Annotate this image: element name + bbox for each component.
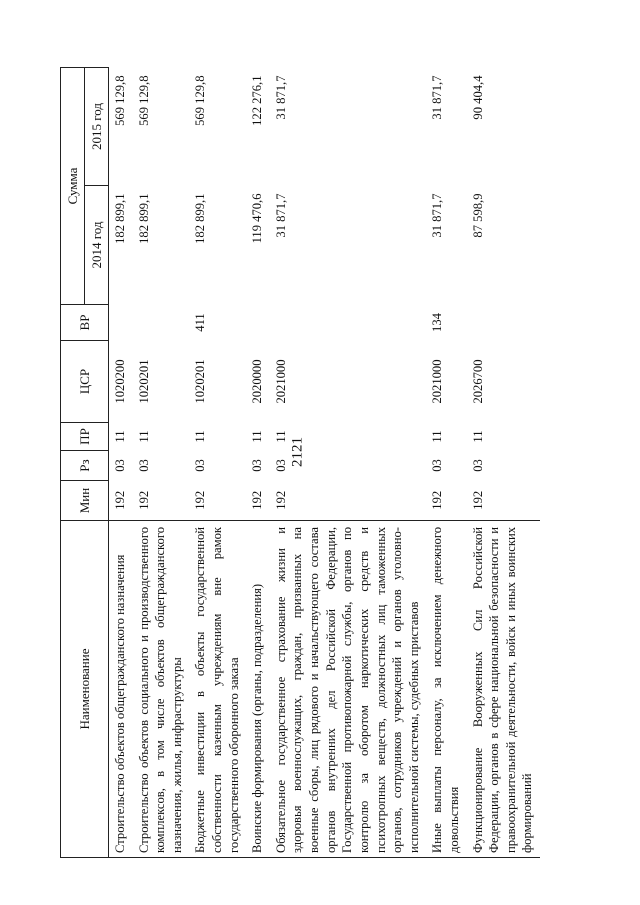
cell-name: Строительство объектов социального и производственного комплексов, в том числе объектов общегражданского назначения, жилья, инфраструктуры: [133, 521, 190, 858]
cell-vr: [246, 305, 270, 341]
cell-y2014: 119 470,6: [250, 193, 265, 244]
cell-min: 192: [470, 490, 485, 510]
cell-y2014: 182 899,1: [136, 193, 151, 244]
cell-rz: 03: [273, 459, 288, 472]
cell-rz: 03: [193, 459, 208, 472]
cell-y2014: 31 871,7: [430, 193, 445, 238]
table-row: [467, 68, 540, 858]
cell-vr: 411: [193, 313, 208, 332]
cell-rz: 03: [136, 459, 151, 472]
header-vr: ВР: [61, 305, 109, 341]
cell-csr: 1020201: [193, 359, 208, 404]
cell-pr: 11: [193, 430, 208, 443]
cell-csr: 2026700: [470, 359, 485, 404]
header-pr: ПР: [61, 423, 109, 451]
header-sum: Сумма: [61, 68, 85, 305]
cell-pr: 11: [470, 430, 485, 443]
cell-min: 192: [136, 490, 151, 510]
table-body: [109, 68, 541, 858]
cell-vr: [133, 305, 190, 341]
cell-name: Бюджетные инвестиции в объекты государственной собственности казенным учреждениям вне рамок государственного оборонного заказа: [189, 521, 246, 858]
cell-y2015: 90 404,4: [470, 75, 485, 120]
cell-pr: 11: [250, 430, 265, 443]
cell-csr: 2021000: [430, 359, 445, 404]
cell-rz: 03: [113, 459, 127, 472]
cell-vr: [467, 305, 540, 341]
cell-pr: 11: [273, 430, 288, 443]
cell-pr: 11: [136, 430, 151, 443]
page-number: 2121: [289, 437, 306, 467]
cell-min: 192: [193, 490, 208, 510]
header-rz: Рз: [61, 451, 109, 481]
header-2015: 2015 год: [85, 68, 109, 186]
cell-y2015: 569 129,8: [113, 75, 127, 126]
cell-csr: 1020200: [113, 359, 127, 404]
table-row: [270, 68, 426, 858]
cell-y2015: 31 871,7: [273, 75, 288, 120]
cell-name: Функционирование Вооруженных Сил Российской Федерации, органов в сфере национальной безопасности и правоохранительной деятельности, войск и иных воинских формирований: [467, 521, 540, 858]
cell-name: Обязательное государственное страхование жизни и здоровья военнослужащих, граждан, призванных на военные сборы, лиц рядового и начальствующего состава органов внутренних дел Российской Федерации, Государственной противопожарной службы, органов по контролю за оборотом наркотических средств и психотропных веществ, должностных лиц таможенных органов, сотрудников учреждений и органов уголовно-исполнительной системы, судебных приставов: [270, 521, 426, 858]
cell-y2015: 122 276,1: [250, 75, 265, 126]
cell-csr: 2020000: [250, 359, 265, 404]
table-row: [246, 68, 270, 858]
table-row: [133, 68, 190, 858]
header-csr: ЦСР: [61, 341, 109, 423]
cell-name: Строительство объектов общегражданского назначения: [109, 521, 133, 858]
cell-vr: [109, 305, 133, 341]
budget-table: [60, 67, 540, 858]
table-header: [61, 68, 109, 858]
cell-y2014: 182 899,1: [113, 193, 127, 244]
cell-csr: 2021000: [273, 359, 288, 404]
cell-min: 192: [113, 490, 127, 510]
cell-name: Иные выплаты персоналу, за исключением денежного довольствия: [426, 521, 466, 858]
cell-name: Воинские формирования (органы, подразделения): [246, 521, 270, 858]
table-row: [189, 68, 246, 858]
cell-pr: 11: [113, 430, 127, 443]
cell-min: 192: [273, 490, 288, 510]
table-row: [426, 68, 466, 858]
cell-y2014: 182 899,1: [193, 193, 208, 244]
cell-y2015: 569 129,8: [136, 75, 151, 126]
header-min: Мин: [61, 481, 109, 521]
cell-y2014: 87 598,9: [470, 193, 485, 238]
cell-y2015: 569 129,8: [193, 75, 208, 126]
header-2014: 2014 год: [85, 186, 109, 305]
cell-rz: 03: [250, 459, 265, 472]
cell-vr: 134: [430, 313, 445, 332]
cell-vr: [270, 305, 426, 341]
rotated-page-content: [60, 68, 590, 858]
cell-csr: 1020201: [136, 359, 151, 404]
cell-rz: 03: [470, 459, 485, 472]
cell-min: 192: [430, 490, 445, 510]
cell-pr: 11: [430, 430, 445, 443]
cell-min: 192: [250, 490, 265, 510]
header-name: Наименование: [61, 521, 109, 858]
cell-y2015: 31 871,7: [430, 75, 445, 120]
cell-y2014: 31 871,7: [273, 193, 288, 238]
table-row: [109, 68, 133, 858]
cell-rz: 03: [430, 459, 445, 472]
